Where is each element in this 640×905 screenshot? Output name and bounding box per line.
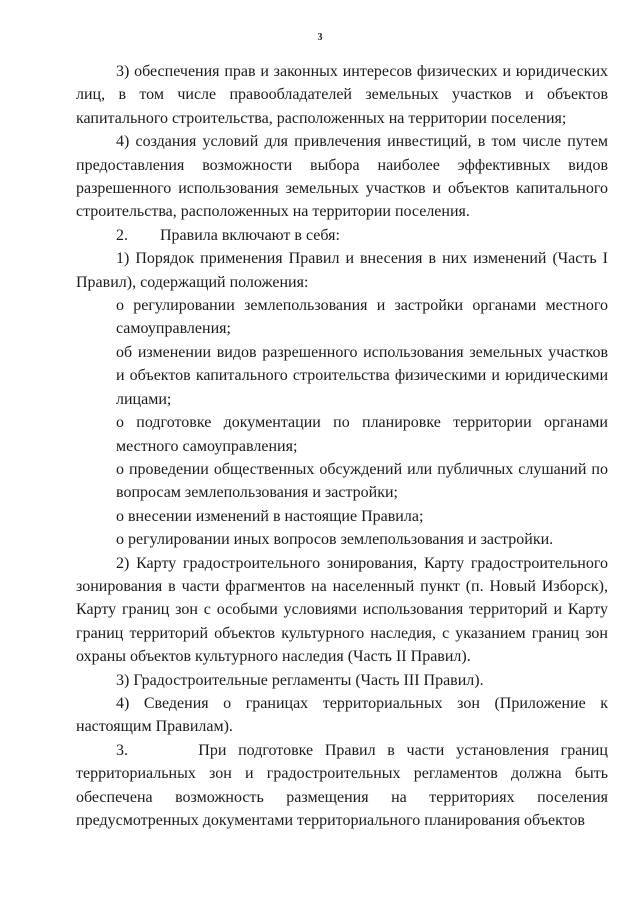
document-body: [76, 60, 608, 832]
list-item-hearings: о проведении общественных обсуждений или публичных слушаний по вопросам землепользования и застройки;: [116, 460, 608, 502]
page-number: 3: [317, 32, 323, 43]
paragraph-part-1: 1) Порядок применения Правил и внесения в них изменений (Часть I Правил), содержащий положения:: [76, 250, 608, 291]
list-item-amendments: о внесении изменений в настоящие Правила;: [116, 507, 424, 525]
paragraph-item-3: 3) обеспечения прав и законных интересов физических и юридических лиц, в том числе правообладателей земельных участков и объектов капитального строительства, расположенных на территории поселения;: [76, 63, 608, 127]
list-item-other-issues: о регулировании иных вопросов землепользования и застройки.: [116, 531, 554, 549]
paragraph-item-4: 4) создания условий для привлечения инвестиций, в том числе путем предоставления возможности выбора наиболее эффективных видов разрешенного использования земельных участков и объектов капитального строительства, расположенных на территории поселения.: [76, 133, 608, 221]
paragraph-part-2: 2) Карту градостроительного зонирования, Карту градостроительного зонирования в части фрагментов на населенный пункт (п. Новый Изборск), Карту границ зон с особыми условиями использования территорий и Карту границ территорий объектов культурного наследия, с указанием границ зон охраны объектов культурного наследия (Часть II Правил).: [76, 554, 608, 666]
paragraph-part-3: 3) Градостроительные регламенты (Часть III Правил).: [116, 671, 484, 689]
paragraph-section-2: 2. Правила включают в себя:: [116, 226, 340, 244]
list-item-regulation: о регулировании землепользования и застройки органами местного самоуправления;: [116, 297, 608, 338]
list-item-change-use: об изменении видов разрешенного использования земельных участков и объектов капитального строительства физическими и юридическими лицами;: [116, 343, 608, 408]
list-item-planning-docs: о подготовке документации по планировке территории органами местного самоуправления;: [116, 414, 608, 455]
paragraph-section-3: 3. При подготовке Правил в части установления границ территориальных зон и градостроительных регламентов должна быть обеспечена возможность размещения на территориях поселения предусмотренных документами территориального планирования объектов: [76, 741, 608, 829]
paragraph-appendix: 4) Сведения о границах территориальных зон (Приложение к настоящим Правилам).: [76, 694, 608, 736]
